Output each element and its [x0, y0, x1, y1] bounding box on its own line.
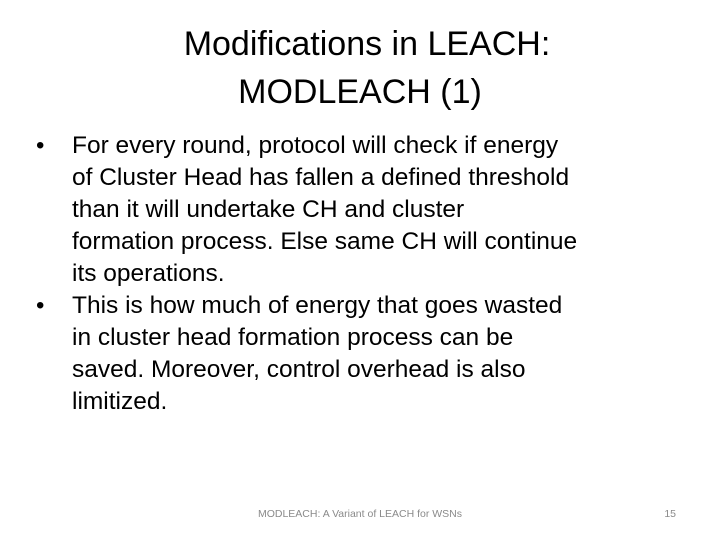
bullet-item-1: [36, 130, 676, 290]
bullet-marker: •: [36, 132, 45, 159]
slide-title: [0, 20, 720, 116]
bullet-2-line-2: in cluster head formation process can be: [72, 324, 514, 351]
bullet-marker: •: [36, 292, 45, 319]
bullet-1-line-5: its operations.: [72, 260, 225, 287]
bullet-list: [36, 130, 676, 418]
slide-title-line-2: MODLEACH (1): [238, 73, 482, 111]
slide-footer: MODLEACH: A Variant of LEACH for WSNs: [257, 508, 463, 520]
slide-title-line-1: Modifications in LEACH:: [183, 25, 551, 63]
bullet-1-line-4: formation process. Else same CH will continue: [72, 228, 578, 255]
page-number: 15: [664, 508, 676, 520]
bullet-1-line-2: of Cluster Head has fallen a defined threshold: [72, 164, 570, 191]
bullet-item-2: [36, 290, 676, 418]
bullet-2-line-1: This is how much of energy that goes wasted: [72, 292, 563, 319]
bullet-1-line-3: than it will undertake CH and cluster: [72, 196, 465, 223]
bullet-1-line-1: For every round, protocol will check if energy: [72, 132, 559, 159]
bullet-2-line-3: saved. Moreover, control overhead is also: [72, 356, 526, 383]
bullet-2-line-4: limitized.: [72, 388, 168, 415]
